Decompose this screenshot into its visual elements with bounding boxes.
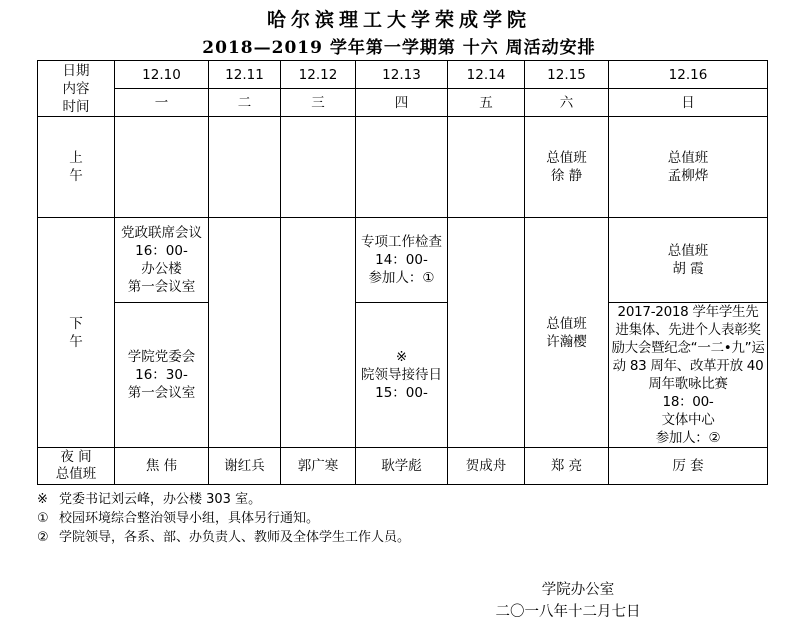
event-cell-sun-2: 2017-2018 学年学生先进集体、先进个人表彰奖励大会暨纪念“一二•九”运动 83 周年、改革开放 40 周年歌咏比赛 18：00- 文体中心 参加人：②	[609, 303, 768, 448]
date-cell: 12.16	[609, 61, 768, 89]
note-item	[37, 509, 410, 528]
event-cell-thu-1: 专项工作检查 14：00- 参加人：①	[356, 218, 448, 303]
afternoon-row-1	[38, 218, 768, 303]
weekday-cell: 四	[356, 89, 448, 117]
schedule-cell-empty	[356, 117, 448, 218]
note-item	[37, 528, 410, 547]
weekday-cell: 五	[448, 89, 525, 117]
night-duty-cell: 厉 套	[609, 448, 768, 485]
schedule-cell-empty	[281, 117, 356, 218]
night-duty-cell: 耿学彪	[356, 448, 448, 485]
weekday-cell: 三	[281, 89, 356, 117]
event-cell-mon-1: 党政联席会议 16：00- 办公楼 第一会议室	[115, 218, 209, 303]
morning-label: 上 午	[38, 117, 115, 218]
note-symbol: ①	[37, 511, 49, 526]
weekday-cell: 六	[525, 89, 609, 117]
signature-office: 学院办公室	[541, 582, 615, 598]
weekday-cell: 一	[115, 89, 209, 117]
date-cell: 12.11	[209, 61, 281, 89]
morning-row	[38, 117, 768, 218]
duty-cell-sat-afternoon: 总值班 许瀚樱	[525, 218, 609, 448]
weekday-cell: 日	[609, 89, 768, 117]
date-row	[38, 61, 768, 89]
night-duty-cell: 郑 亮	[525, 448, 609, 485]
weekday-cell: 二	[209, 89, 281, 117]
date-cell: 12.15	[525, 61, 609, 89]
note-symbol: ※	[37, 492, 48, 507]
note-text: 党委书记刘云峰，办公楼 303 室。	[59, 492, 262, 507]
schedule-cell-empty	[281, 218, 356, 448]
duty-cell-sat-morning: 总值班 徐 静	[525, 117, 609, 218]
header-corner: 日期 内容 时间	[38, 61, 115, 117]
night-duty-cell: 郭广寒	[281, 448, 356, 485]
date-cell: 12.12	[281, 61, 356, 89]
date-cell: 12.14	[448, 61, 525, 89]
night-duty-cell: 焦 伟	[115, 448, 209, 485]
event-cell-thu-2: ※ 院领导接待日 15：00-	[356, 303, 448, 448]
note-text: 校园环境综合整治领导小组，具体另行通知。	[59, 511, 320, 526]
schedule-cell-empty	[448, 117, 525, 218]
night-duty-cell: 谢红兵	[209, 448, 281, 485]
schedule-table	[37, 60, 768, 485]
date-cell: 12.10	[115, 61, 209, 89]
page-title: 哈尔滨理工大学荣成学院	[266, 9, 531, 31]
signature-date: 二〇一八年十二月七日	[495, 604, 641, 620]
schedule-cell-empty	[448, 218, 525, 448]
note-symbol: ②	[37, 530, 49, 545]
event-cell-mon-2: 学院党委会 16：30- 第一会议室	[115, 303, 209, 448]
night-label: 夜 间 总值班	[38, 448, 115, 485]
schedule-cell-empty	[115, 117, 209, 218]
duty-cell-sun-afternoon: 总值班 胡 霞	[609, 218, 768, 303]
notes-section	[37, 490, 410, 547]
weekday-row	[38, 89, 768, 117]
afternoon-row-2	[38, 303, 768, 448]
schedule-cell-empty	[209, 218, 281, 448]
note-item	[37, 490, 410, 509]
night-row	[38, 448, 768, 485]
night-duty-cell: 贺成舟	[448, 448, 525, 485]
afternoon-label: 下 午	[38, 218, 115, 448]
duty-cell-sun-morning: 总值班 孟柳烨	[609, 117, 768, 218]
note-text: 学院领导，各系、部、办负责人、教师及全体学生工作人员。	[59, 530, 411, 545]
schedule-cell-empty	[209, 117, 281, 218]
date-cell: 12.13	[356, 61, 448, 89]
page-subtitle: 2018—2019 学年第一学期第 十六 周活动安排	[202, 38, 596, 58]
